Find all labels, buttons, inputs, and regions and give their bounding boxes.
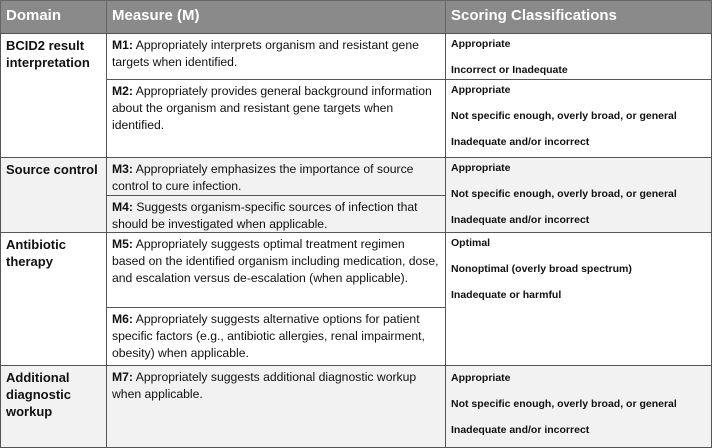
measure-m4 xyxy=(106,195,446,233)
scoring-item: Inadequate and/or incorrect xyxy=(451,214,590,226)
measure-text: Suggests organism-specific sources of infection that should be investigated when applicable. xyxy=(112,200,418,231)
scoring-item: Inadequate and/or incorrect xyxy=(451,136,590,148)
domain-antibiotic: Antibiotic therapy xyxy=(0,232,107,366)
scoring-item: Appropriate xyxy=(451,372,511,384)
header-measure: Measure (M) xyxy=(106,0,446,34)
measure-m3 xyxy=(106,157,446,196)
scoring-item: Inadequate or harmful xyxy=(451,289,562,301)
measure-m7 xyxy=(106,365,446,448)
scoring-m1 xyxy=(445,33,712,80)
scoring-item: Optimal xyxy=(451,237,491,249)
measure-m5 xyxy=(106,232,446,308)
measure-id: M7: xyxy=(112,370,133,384)
scoring-antibiotic xyxy=(445,232,712,366)
scoring-additional xyxy=(445,365,712,448)
measure-text: Appropriately suggests alternative options for patient specific factors (e.g., antibiotic allergies, renal impairment, obesity) when applicable. xyxy=(112,312,425,360)
scoring-item: Incorrect or Inadequate xyxy=(451,64,568,76)
measure-m1 xyxy=(106,33,446,80)
scoring-item: Not specific enough, overly broad, or general xyxy=(451,188,677,200)
measure-id: M6: xyxy=(112,312,133,326)
scoring-source xyxy=(445,157,712,233)
measure-text: Appropriately suggests optimal treatment regimen based on the identified organism including medication, dose, and escalation versus de-escalation (when applicable). xyxy=(112,237,439,285)
scoring-item: Nonoptimal (overly broad spectrum) xyxy=(451,263,632,275)
measure-text: Appropriately interprets organism and resistant gene targets when identified. xyxy=(112,38,419,69)
measure-id: M4: xyxy=(112,200,133,214)
measure-m6 xyxy=(106,307,446,366)
domain-additional: Additional diagnostic workup xyxy=(0,365,107,448)
header-domain: Domain xyxy=(0,0,107,34)
scoring-item: Not specific enough, overly broad, or general xyxy=(451,110,677,122)
measure-text: Appropriately provides general background information about the organism and resistant gene targets when identified. xyxy=(112,84,432,132)
scoring-item: Inadequate and/or incorrect xyxy=(451,424,590,436)
scoring-item: Not specific enough, overly broad, or general xyxy=(451,398,677,410)
domain-source-control: Source control xyxy=(0,157,107,233)
scoring-item: Appropriate xyxy=(451,38,511,50)
scoring-item: Appropriate xyxy=(451,162,511,174)
measure-m2 xyxy=(106,79,446,158)
measure-id: M3: xyxy=(112,162,133,176)
scoring-item: Appropriate xyxy=(451,84,511,96)
scoring-m2 xyxy=(445,79,712,158)
measure-text: Appropriately suggests additional diagnostic workup when applicable. xyxy=(112,370,417,401)
measure-id: M5: xyxy=(112,237,133,251)
header-scoring: Scoring Classifications xyxy=(445,0,712,34)
measure-id: M2: xyxy=(112,84,133,98)
measure-id: M1: xyxy=(112,38,133,52)
domain-bcid2: BCID2 result interpretation xyxy=(0,33,107,158)
measure-text: Appropriately emphasizes the importance of source control to cure infection. xyxy=(112,162,414,193)
